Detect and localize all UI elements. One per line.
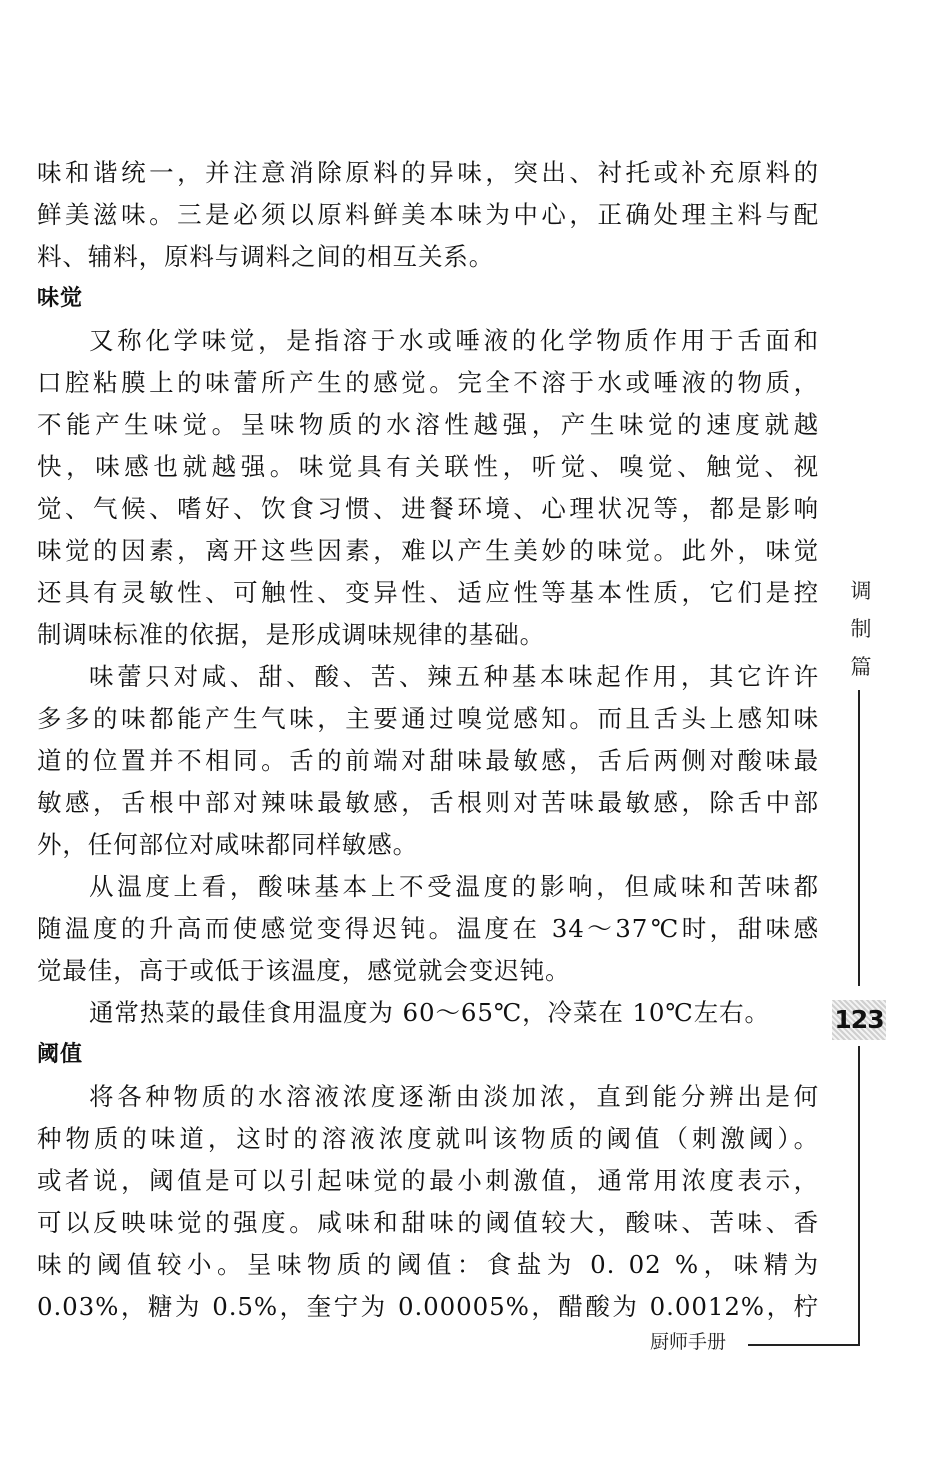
text-line: 种物质的味道，这时的溶液浓度就叫该物质的阈值（刺激阈）。 (37, 1124, 819, 1153)
text-line: 或者说，阈值是可以引起味觉的最小刺激值，通常用浓度表示， (37, 1166, 819, 1195)
text-line: 味和谐统一，并注意消除原料的异味，突出、衬托或补充原料的 (37, 158, 819, 187)
chapter-side-label (846, 572, 876, 686)
text-line: 觉、气候、嗜好、饮食习惯、进餐环境、心理状况等，都是影响 (37, 494, 819, 523)
text-line: 通常热菜的最佳食用温度为 60～65℃，冷菜在 10℃左右。 (89, 998, 770, 1027)
text-line: 快，味感也就越强。味觉具有关联性，听觉、嗅觉、触觉、视 (37, 452, 819, 481)
footer-rule (748, 1344, 860, 1346)
text-line: 可以反映味觉的强度。咸味和甜味的阈值较大，酸味、苦味、香 (37, 1208, 819, 1237)
text-line: 口腔粘膜上的味蕾所产生的感觉。完全不溶于水或唾液的物质， (37, 368, 819, 397)
text-line: 制调味标准的依据，是形成调味规律的基础。 (37, 620, 545, 649)
section-heading-threshold: 阈值 (37, 1042, 84, 1067)
text-line: 味觉的因素，离开这些因素，难以产生美妙的味觉。此外，味觉 (37, 536, 819, 565)
side-rule-upper (858, 690, 860, 986)
text-line: 多多的味都能产生气味，主要通过嗅觉感知。而且舌头上感知味 (37, 704, 819, 733)
text-line: 味的阈值较小。呈味物质的阈值：食盐为 0. 02 %，味精为 (37, 1250, 819, 1279)
footer-book-title: 厨师手册 (650, 1331, 727, 1353)
side-char: 篇 (850, 655, 872, 679)
page-number: 123 (832, 1000, 886, 1040)
side-char: 制 (850, 617, 872, 641)
section-heading-taste: 味觉 (37, 286, 84, 311)
side-rule-lower (858, 1046, 860, 1346)
text-line: 味蕾只对咸、甜、酸、苦、辣五种基本味起作用，其它许许 (89, 662, 819, 691)
text-line: 鲜美滋味。三是必须以原料鲜美本味为中心，正确处理主料与配 (37, 200, 819, 229)
text-line: 0.03%，糖为 0.5%，奎宁为 0.00005%，醋酸为 0.0012%，柠 (37, 1292, 819, 1321)
side-char: 调 (850, 579, 872, 603)
text-line: 觉最佳，高于或低于该温度，感觉就会变迟钝。 (37, 956, 571, 985)
text-line: 道的位置并不相同。舌的前端对甜味最敏感，舌后两侧对酸味最 (37, 746, 819, 775)
text-line: 敏感，舌根中部对辣味最敏感，舌根则对苦味最敏感，除舌中部 (37, 788, 819, 817)
text-line: 从温度上看，酸味基本上不受温度的影响，但咸味和苦味都 (89, 872, 819, 901)
text-line: 随温度的升高而使感觉变得迟钝。温度在 34～37℃时，甜味感 (37, 914, 819, 943)
text-line: 不能产生味觉。呈味物质的水溶性越强，产生味觉的速度就越 (37, 410, 819, 439)
text-line: 料、辅料，原料与调料之间的相互关系。 (37, 242, 495, 271)
text-line: 又称化学味觉，是指溶于水或唾液的化学物质作用于舌面和 (89, 326, 819, 355)
text-line: 还具有灵敏性、可触性、变异性、适应性等基本性质，它们是控 (37, 578, 819, 607)
text-line: 将各种物质的水溶液浓度逐渐由淡加浓，直到能分辨出是何 (89, 1082, 819, 1111)
text-line: 外，任何部位对咸味都同样敏感。 (37, 830, 418, 859)
